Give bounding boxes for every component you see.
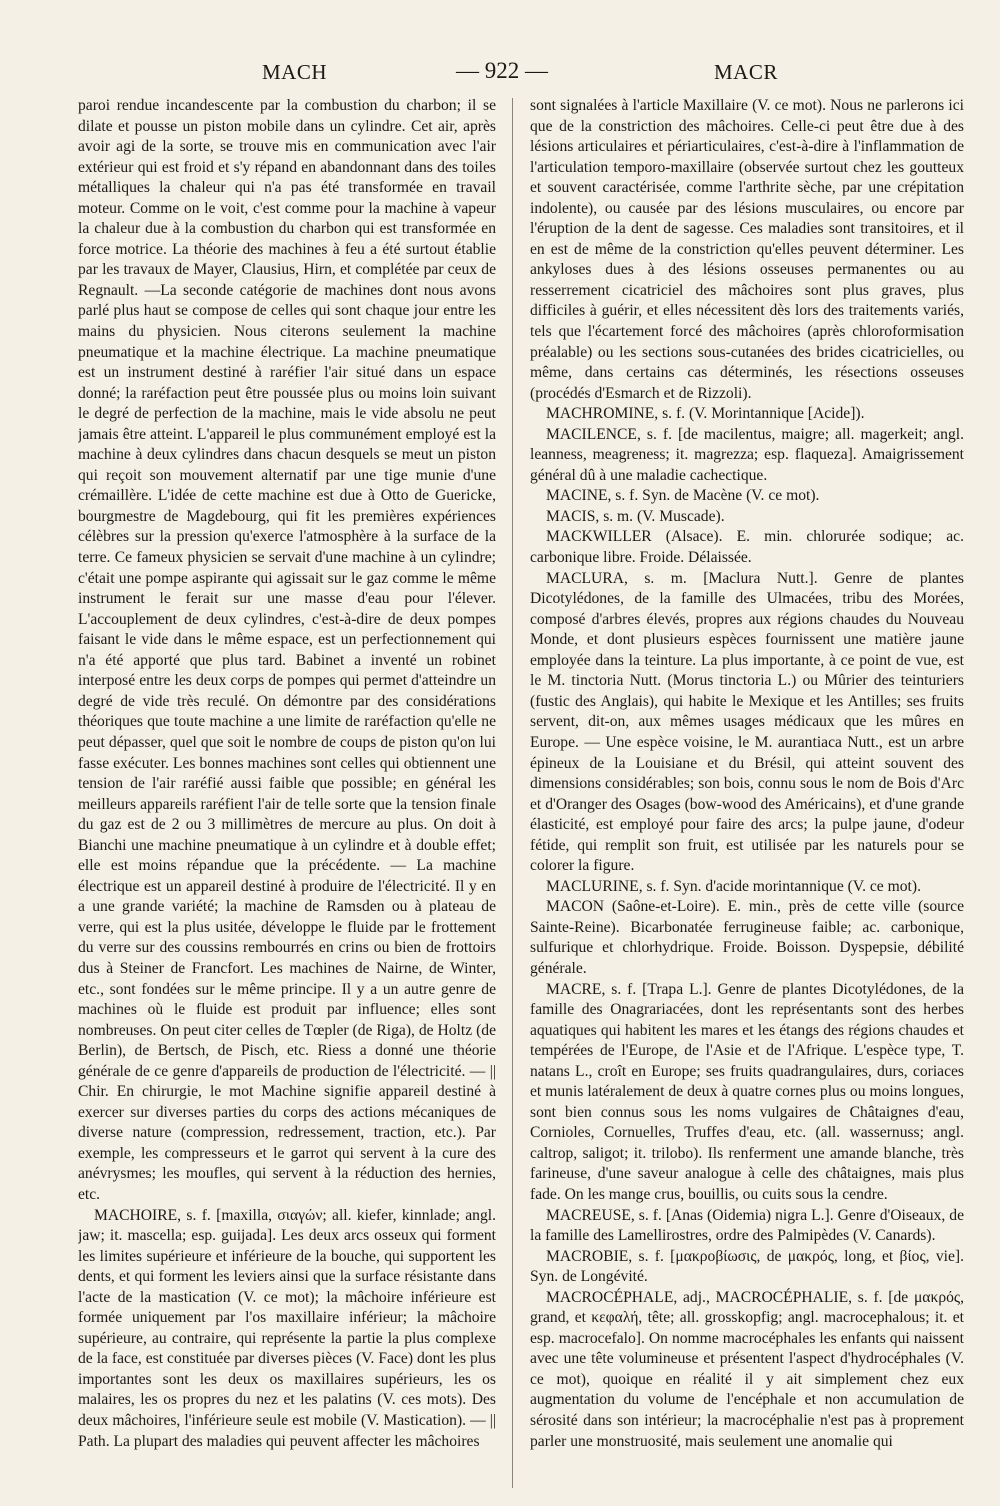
entry-continuation-machoire: sont signalées à l'article Maxillaire (V. ce mot). Nous ne parlerons ici que de la constriction des mâchoires. Celle-ci peut être due à des lésions articulaires et périarticulaires, c'est-à-dire à l'inflammation de l'articulation temporo-maxillaire (observée surtout chez les goutteux et souvent caractérisée, comme l'arthrite sèche, par une crépitation indolente), ou causée par des lésions musculaires, ou encore par l'éruption de la dent de sagesse. Ces maladies sont transitoires, et il en est de même de la constriction qu'elles peuvent déterminer. Les ankyloses dues à des lésions osseuses permanentes ou au resserrement cicatriciel des mâchoires sont plus graves, plus difficiles à guérir, et elles nécessitent dès lors des traitements variés, tels que l'écartement forcé des mâchoires (après chloroformisation préalable) ou les sections sous-cutanées des brides cicatricielles, ou même, dans certains cas déterminés, les résections osseuses (procédés d'Esmarch et de Rizzoli). xyxy=(530,97,964,402)
header-left-guideword: MACH xyxy=(262,60,328,84)
entry-macreuse: MACREUSE, s. f. [Anas (Oidemia) nigra L.]. Genre d'Oiseaux, de la famille des Lamellirostres, ordre des Palmipèdes (V. Canards). xyxy=(530,1206,964,1245)
left-column xyxy=(78,96,496,1491)
entry-macis: MACIS, s. m. (V. Muscade). xyxy=(546,507,725,525)
entry-maclurine: MACLURINE, s. f. Syn. d'acide morintannique (V. ce mot). xyxy=(546,877,921,895)
entry-macine: MACINE, s. f. Syn. de Macène (V. ce mot). xyxy=(546,487,820,505)
entry-maclura: MACLURA, s. m. [Maclura Nutt.]. Genre de plantes Dicotylédones, de la famille des Ulmacées, tribu des Morées, composé d'arbres élevés, propres aux régions chaudes du Nouveau Monde, et dont plusieurs espèces fournissent une matière jaune employée dans la teinture. La plus importante, à ce point de vue, est le M. tinctoria Nutt. (Morus tinctoria L.) ou Mûrier des teinturiers (fustic des Anglais), qui habite le Mexique et les Antilles; ses fruits servent, dit-on, aux mêmes usages médicaux que les mûres en Europe. — Une espèce voisine, le M. aurantiaca Nutt., est un arbre épineux de la Louisiane et du Brésil, qui atteint souvent des dimensions considérables; son bois, connu sous le nom de Bois d'Arc et d'Oranger des Osages (bow-wood des Américains), et d'une grande élasticité, est employé pour faire des arcs; la pulpe jaune, d'odeur fétide, qui remplit son fruit, est utilisée par les naturels pour se colorer la figure. xyxy=(530,569,964,875)
entry-macon: MACON (Saône-et-Loire). E. min., près de cette ville (source Sainte-Reine). Bicarbonatée ferrugineuse faible; ac. carbonique, sulfurique et chlorhydrique. Froide. Boisson. Dyspepsie, débilité générale. xyxy=(530,898,964,977)
column-divider xyxy=(512,98,513,1488)
entry-machoire: MACHOIRE, s. f. [maxilla, σιαγών; all. kiefer, kinnlade; angl. jaw; it. mascella; esp. guijada]. Les deux arcs osseux qui forment les limites supérieure et inférieure de la bouche, qui supportent les dents, et qui forment les leviers ainsi que la surface résistante dans l'acte de la mastication (V. ce mot); la mâchoire inférieure est formée uniquement par l'os maxillaire inférieur; la mâchoire supérieure, au contraire, qui représente la partie la plus complexe de la face, est constituée par diverses pièces (V. Face) dont les plus importantes sont les deux os maxillaires supérieurs, les os malaires, les os propres du nez et les palatins (V. ces mots). Des deux mâchoires, l'inférieure seule est mobile (V. Mastication). — || Path. La plupart des maladies qui peuvent affecter les mâchoires xyxy=(78,1206,496,1450)
entry-continuation-machine: paroi rendue incandescente par la combustion du charbon; il se dilate et pousse un piston mobile dans un cylindre. Cet air, après avoir agi de la sorte, se trouve mis en communication avec l'air extérieur qui est froid et s'y répand en abandonnant dans des toiles métalliques la chaleur qui n'a pas été transformée en travail moteur. Comme on le voit, c'est comme pour la machine à vapeur la chaleur due à la combustion du charbon qui est transformée en force motrice. La théorie des machines à feu a été surtout établie par les travaux de Mayer, Clausius, Hirn, et complétée par ceux de Regnault. —La seconde catégorie de machines dont nous avons parlé plus haut se compose de celles qui sont chaque jour entre les mains du physicien. Nous citerons seulement la machine pneumatique et la machine électrique. La machine pneumatique est un instrument destiné à raréfier l'air situé dans un espace donné; la raréfaction peut être poussée plus ou moins loin suivant le degré de perfection de la machine, mais le vide absolu ne peut jamais être atteint. L'appareil le plus communément employé est la machine à deux cylindres dans chacun desquels se meut un piston qui reçoit son mouvement alternatif par une tige munie d'une crémaillère. L'idée de cette machine est due à Otto de Guericke, bourgmestre de Magdebourg, qui fit les premières expériences célèbres sur la pression qu'exerce l'atmosphère à la surface de la terre. Ce fameux physicien se servait d'une machine à un cylindre; c'était une pompe aspirante qui agissait sur le gaz comme le même instrument le ferait sur une masse d'eau pour l'élever. L'accouplement de deux cylindres, c'est-à-dire de deux pompes faisant le vide dans le même espace, est un perfectionnement qui n'a été apporté que plus tard. Babinet a inventé un robinet interposé entre les deux corps de pompes qui permet d'atteindre un degré de vide très reculé. On démontre par des considérations théoriques que toute machine a une limite de raréfaction qu'elle ne peut dépasser, quel que soit le nombre de coups de piston qu'on lui fasse exécuter. Les bonnes machines sont celles qui obtiennent une tension de l'air raréfié aussi faible que possible; en général les meilleurs appareils raréfient l'air de telle sorte que la tension finale du gaz est de 2 ou 3 millimètres de mercure au plus. On doit à Bianchi une machine pneumatique à un cylindre et à double effet; elle est moins répandue que la précédente. — La machine électrique est un appareil destiné à produire de l'électricité. Il y en a une grande variété; la machine de Ramsden ou à plateau de verre, qui est la plus usitée, développe le fluide par le frottement du verre sur des coussins rembourrés en crins ou bien de frottoirs dus à Steiner de Francfort. Les machines de Nairne, de Winter, etc., sont fondées sur le même principe. Il y a un autre genre de machines où le fluide est produit par influence; elles sont nombreuses. On peut citer celles de Tœpler (de Riga), de Holtz (de Berlin), de Bertsch, de Pisch, etc. Riess a donné une théorie générale de ce genre d'appareils de production de l'électricité. — || Chir. En chirurgie, le mot Machine signifie appareil destiné à exercer sur diverses parties du corps des actions mécaniques de diverse nature (compression, redressement, traction, etc.). Par exemple, les compresseurs et le garrot qui servent à la cure des anévrysmes; les moufles, qui servent à la réduction des hernies, etc. xyxy=(78,97,496,1203)
entry-macrobie: MACROBIE, s. f. [μακροβίωσις, de μακρός, long, et βίος, vie]. Syn. de Longévité. xyxy=(530,1247,964,1286)
entry-macre: MACRE, s. f. [Trapa L.]. Genre de plantes Dicotylédones, de la famille des Onagrariacées, dont les représentants sont des herbes aquatiques qui habitent les mares et les étangs des régions chaudes et tempérées de l'Europe, de l'Asie et de l'Afrique. L'espèce type, T. natans L., croît en Europe; ses fruits quadrangulaires, durs, coriaces et munis latéralement de deux à quatre cornes plus ou moins longues, sont bien connus sous les noms vulgaires de Châtaignes d'eau, Cornioles, Cornuelles, Truffes d'eau, etc. (all. wassernuss; angl. caltrop, saligot; it. trilobo). Ils renferment une amande blanche, très farineuse, d'une saveur analogue à celle des châtaignes, mais plus fade. On les mange crus, bouillis, ou cuits sous la cendre. xyxy=(530,980,964,1203)
header-right-guideword: MACR xyxy=(714,60,778,84)
running-header xyxy=(0,58,1000,92)
entry-mackwiller: MACKWILLER (Alsace). E. min. chlorurée sodique; ac. carbonique libre. Froide. Délaissée. xyxy=(530,528,964,567)
entry-macilence: MACILENCE, s. f. [de macilentus, maigre; all. magerkeit; angl. leanness, meagreness; it. magrezza; esp. flaqueza]. Amaigrissement général dû à une maladie cachectique. xyxy=(530,425,964,484)
entry-machromine: MACHROMINE, s. f. (V. Morintannique [Acide]). xyxy=(546,405,865,423)
right-column xyxy=(530,96,964,1491)
page-number: — 922 — xyxy=(456,58,548,83)
entry-macrocephale: MACROCÉPHALE, adj., MACROCÉPHALIE, s. f. [de μακρός, grand, et κεφαλή, tête; all. grosskopfig; angl. macrocephalous; it. et esp. macrocefalo]. On nomme macrocéphales les enfants qui naissent avec une tête volumineuse et présentent l'aspect d'hydrocéphales (V. ce mot), quoique en réalité il y ait simplement chez eux augmentation du volume de l'encéphale et non accumulation de sérosité dans son intérieur; la macrocéphalie n'est pas à proprement parler une monstruosité, mais seulement une anomalie qui xyxy=(530,1288,964,1450)
